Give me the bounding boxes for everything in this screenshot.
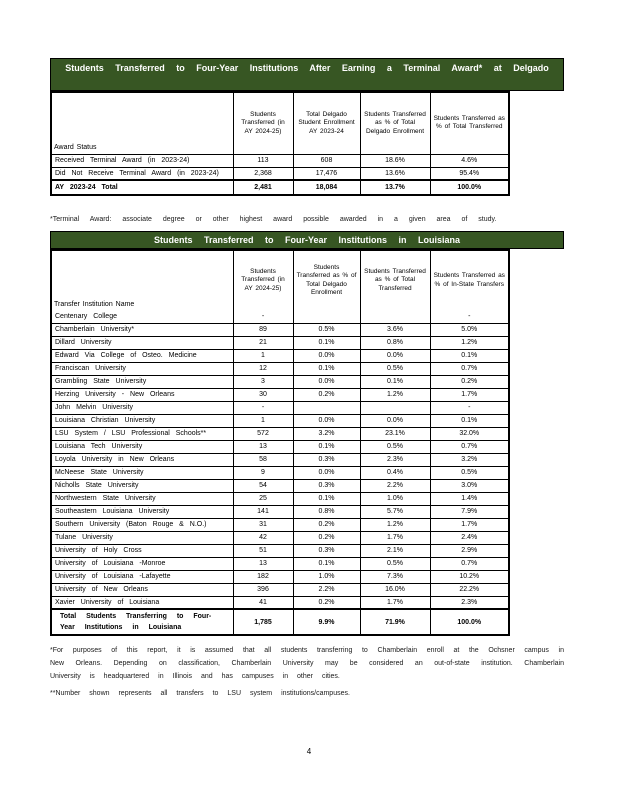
table-row — [51, 349, 509, 362]
row-label: Herzing University - New Orleans — [51, 388, 233, 401]
value-cell: 0.7% — [430, 557, 509, 570]
table-row — [51, 154, 509, 167]
table-row — [51, 544, 509, 557]
value-cell: 1.7% — [430, 518, 509, 531]
value-cell: 12 — [233, 362, 293, 375]
value-cell: 0.0% — [360, 414, 430, 427]
table-row — [51, 310, 509, 323]
value-cell: 0.0% — [360, 349, 430, 362]
table1-title: Students Transferred to Four-Year Institutions After Earning a Terminal Award* at Delgado — [65, 63, 549, 73]
value-cell: 0.1% — [293, 336, 360, 349]
row-label: Loyola University in New Orleans — [51, 453, 233, 466]
table2-title: Students Transferred to Four-Year Institutions in Louisiana — [153, 235, 461, 245]
table1-title-bar — [50, 58, 564, 91]
value-cell: 13 — [233, 557, 293, 570]
terminal-award-footnote: *Terminal Award: associate degree or other highest award possible awarded in a given area of study. — [50, 216, 497, 223]
value-cell: 0.5% — [293, 323, 360, 336]
value-cell: 1.0% — [360, 492, 430, 505]
value-cell: 0.1% — [293, 492, 360, 505]
value-cell: 4.6% — [430, 154, 509, 167]
row-label: University of Holy Cross — [51, 544, 233, 557]
value-cell: 17,476 — [293, 167, 360, 180]
terminal-award-section — [50, 58, 564, 196]
value-cell: 13.6% — [360, 167, 430, 180]
terminal-award-table — [50, 91, 510, 196]
value-cell: 1.4% — [430, 492, 509, 505]
value-cell: 1.2% — [360, 388, 430, 401]
value-cell: 2.2% — [360, 479, 430, 492]
value-cell: 1 — [233, 414, 293, 427]
value-cell: 0.2% — [293, 388, 360, 401]
value-cell: 13 — [233, 440, 293, 453]
value-cell: 100.0% — [430, 180, 509, 195]
table-row — [51, 323, 509, 336]
value-cell: 18,084 — [293, 180, 360, 195]
louisiana-transfers-table — [50, 249, 510, 636]
row-label: University of New Orleans — [51, 583, 233, 596]
value-cell: 0.5% — [360, 440, 430, 453]
row-label: Tulane University — [51, 531, 233, 544]
value-cell: 3.6% — [360, 323, 430, 336]
row-label: Chamberlain University* — [51, 323, 233, 336]
value-cell: 0.2% — [293, 518, 360, 531]
value-cell: 2,481 — [233, 180, 293, 195]
value-cell: - — [233, 310, 293, 323]
value-cell: 89 — [233, 323, 293, 336]
value-cell: 23.1% — [360, 427, 430, 440]
row-label: Total Students Transferring to Four-Year Institutions in Louisiana — [51, 609, 233, 635]
table-row — [51, 531, 509, 544]
row-label: Southern University (Baton Rouge & N.O.) — [51, 518, 233, 531]
value-cell: 2.9% — [430, 544, 509, 557]
table1-header-row — [51, 92, 509, 154]
value-cell: 13.7% — [360, 180, 430, 195]
value-cell: 2.3% — [360, 453, 430, 466]
row-label: John Melvin University — [51, 401, 233, 414]
table-row — [51, 557, 509, 570]
row-label: LSU System / LSU Professional Schools** — [51, 427, 233, 440]
column-header: Students Transferred as % of Total Transferred — [430, 92, 509, 154]
value-cell: 71.9% — [360, 609, 430, 635]
lsu-footnote: **Number shown represents all transfers to LSU system institutions/campuses. — [50, 690, 350, 697]
table-row — [51, 505, 509, 518]
row-label: Did Not Receive Terminal Award (in 2023-24) — [51, 167, 233, 180]
value-cell: 9.9% — [293, 609, 360, 635]
value-cell — [293, 401, 360, 414]
row-label: Nicholls State University — [51, 479, 233, 492]
total-row — [51, 180, 509, 195]
value-cell: 2.1% — [360, 544, 430, 557]
value-cell: 0.2% — [293, 596, 360, 609]
value-cell: - — [430, 310, 509, 323]
value-cell: 2.2% — [293, 583, 360, 596]
value-cell: 7.9% — [430, 505, 509, 518]
row-label: Grambling State University — [51, 375, 233, 388]
table-row — [51, 453, 509, 466]
value-cell: 51 — [233, 544, 293, 557]
value-cell: 31 — [233, 518, 293, 531]
value-cell: 22.2% — [430, 583, 509, 596]
value-cell: 572 — [233, 427, 293, 440]
value-cell: 0.7% — [430, 362, 509, 375]
table-row — [51, 518, 509, 531]
row-label: Southeastern Louisiana University — [51, 505, 233, 518]
table-row — [51, 167, 509, 180]
value-cell: 1.2% — [430, 336, 509, 349]
page-number: 4 — [306, 747, 312, 756]
report-footnotes — [50, 644, 564, 704]
row-label: Received Terminal Award (in 2023-24) — [51, 154, 233, 167]
column-header: Students Transferred (in AY 2024-25) — [233, 92, 293, 154]
row-label: Edward Via College of Osteo. Medicine — [51, 349, 233, 362]
table-row — [51, 388, 509, 401]
value-cell: 0.3% — [293, 544, 360, 557]
value-cell: 1,785 — [233, 609, 293, 635]
value-cell: 3.0% — [430, 479, 509, 492]
column-header: Students Transferred as % of In-State Transfers — [430, 250, 509, 310]
value-cell: 16.0% — [360, 583, 430, 596]
value-cell: 32.0% — [430, 427, 509, 440]
value-cell: 0.0% — [293, 414, 360, 427]
value-cell — [360, 401, 430, 414]
value-cell: 0.3% — [293, 479, 360, 492]
value-cell: 42 — [233, 531, 293, 544]
value-cell: 100.0% — [430, 609, 509, 635]
table-row — [51, 583, 509, 596]
value-cell: 1.7% — [360, 596, 430, 609]
value-cell: 0.1% — [430, 414, 509, 427]
value-cell: 0.0% — [293, 375, 360, 388]
value-cell: 9 — [233, 466, 293, 479]
table-row — [51, 336, 509, 349]
value-cell — [360, 310, 430, 323]
row-label: Dillard University — [51, 336, 233, 349]
value-cell: 2,368 — [233, 167, 293, 180]
value-cell: 0.1% — [430, 349, 509, 362]
value-cell: 113 — [233, 154, 293, 167]
table-row — [51, 362, 509, 375]
value-cell: 141 — [233, 505, 293, 518]
value-cell: 1.0% — [293, 570, 360, 583]
value-cell: 25 — [233, 492, 293, 505]
value-cell: 1 — [233, 349, 293, 362]
value-cell: 2.3% — [430, 596, 509, 609]
table-row — [51, 440, 509, 453]
table2-header-row — [51, 250, 509, 310]
value-cell: 10.2% — [430, 570, 509, 583]
value-cell: 0.5% — [430, 466, 509, 479]
value-cell: 3.2% — [430, 453, 509, 466]
value-cell: 5.0% — [430, 323, 509, 336]
value-cell: 0.0% — [293, 349, 360, 362]
table-row — [51, 570, 509, 583]
value-cell: 58 — [233, 453, 293, 466]
value-cell: - — [430, 401, 509, 414]
row-label: Xavier University of Louisiana — [51, 596, 233, 609]
value-cell: 2.4% — [430, 531, 509, 544]
value-cell: 1.2% — [360, 518, 430, 531]
table-row — [51, 596, 509, 609]
value-cell: 95.4% — [430, 167, 509, 180]
value-cell: 3 — [233, 375, 293, 388]
value-cell: 0.8% — [293, 505, 360, 518]
value-cell: 182 — [233, 570, 293, 583]
value-cell: 3.2% — [293, 427, 360, 440]
value-cell: 18.6% — [360, 154, 430, 167]
value-cell: 0.5% — [360, 362, 430, 375]
value-cell: 0.2% — [430, 375, 509, 388]
total-row — [51, 609, 509, 635]
value-cell: - — [233, 401, 293, 414]
column-header: Students Transferred as % of Total Transferred — [360, 250, 430, 310]
table-row — [51, 492, 509, 505]
row-label: University of Louisiana -Lafayette — [51, 570, 233, 583]
value-cell: 0.5% — [360, 557, 430, 570]
column-header: Transfer Institution Name — [51, 250, 233, 310]
value-cell: 21 — [233, 336, 293, 349]
table-row — [51, 375, 509, 388]
value-cell — [293, 310, 360, 323]
column-header: Students Transferred as % of Total Delgado Enrollment — [293, 250, 360, 310]
row-label: Franciscan University — [51, 362, 233, 375]
column-header: Award Status — [51, 92, 233, 154]
value-cell: 5.7% — [360, 505, 430, 518]
column-header: Total Delgado Student Enrollment AY 2023-24 — [293, 92, 360, 154]
value-cell: 0.1% — [293, 557, 360, 570]
value-cell: 0.1% — [293, 440, 360, 453]
value-cell: 396 — [233, 583, 293, 596]
value-cell: 0.8% — [360, 336, 430, 349]
chamberlain-footnote: *For purposes of this report, it is assumed that all students transferring to Chamberlain enroll at the Ochsner campus in New Orleans. Depending on classification, Chamberlain University may be considered an out-of-state institution. Chamberlain University is headquartered in Illinois and has campuses in other cities. — [50, 647, 564, 680]
value-cell: 7.3% — [360, 570, 430, 583]
value-cell: 608 — [293, 154, 360, 167]
row-label: University of Louisiana -Monroe — [51, 557, 233, 570]
row-label: Centenary College — [51, 310, 233, 323]
row-label: Northwestern State University — [51, 492, 233, 505]
value-cell: 0.7% — [430, 440, 509, 453]
louisiana-transfers-section — [50, 231, 564, 636]
row-label: McNeese State University — [51, 466, 233, 479]
row-label: Louisiana Tech University — [51, 440, 233, 453]
row-label: Louisiana Christian University — [51, 414, 233, 427]
value-cell: 1.7% — [430, 388, 509, 401]
column-header: Students Transferred (in AY 2024-25) — [233, 250, 293, 310]
value-cell: 0.1% — [360, 375, 430, 388]
value-cell: 30 — [233, 388, 293, 401]
value-cell: 0.4% — [360, 466, 430, 479]
table-row — [51, 414, 509, 427]
table2-title-bar — [50, 231, 564, 249]
column-header: Students Transferred as % of Total Delgado Enrollment — [360, 92, 430, 154]
value-cell: 54 — [233, 479, 293, 492]
table-row — [51, 466, 509, 479]
value-cell: 0.3% — [293, 453, 360, 466]
value-cell: 0.2% — [293, 531, 360, 544]
value-cell: 0.0% — [293, 466, 360, 479]
table-row — [51, 479, 509, 492]
row-label: AY 2023-24 Total — [51, 180, 233, 195]
table-row — [51, 427, 509, 440]
value-cell: 0.1% — [293, 362, 360, 375]
table-row — [51, 401, 509, 414]
value-cell: 1.7% — [360, 531, 430, 544]
value-cell: 41 — [233, 596, 293, 609]
